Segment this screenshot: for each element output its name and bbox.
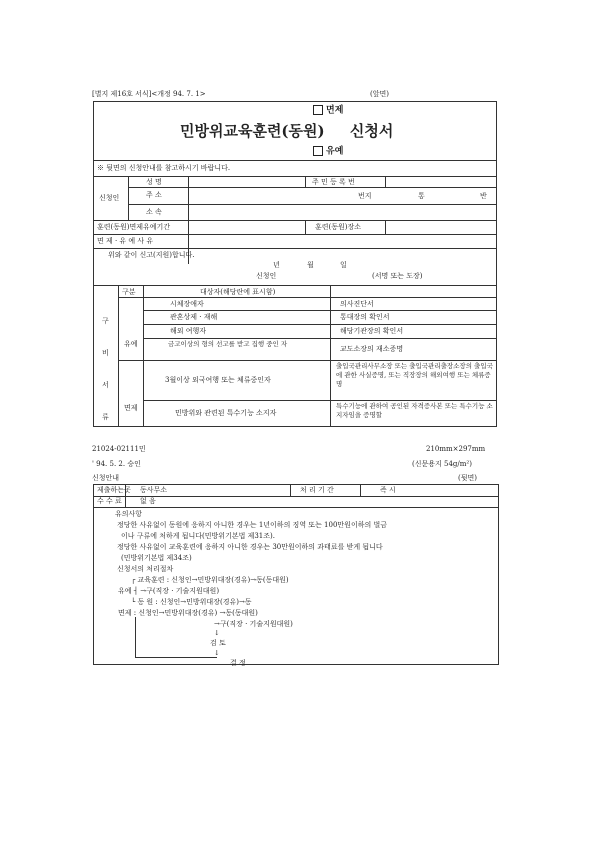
docs-row-target: 민방위와 관련된 특수기능 소지자 (175, 409, 277, 417)
reason-label: 면 제 · 유 예 사 유 (97, 237, 154, 245)
form-number: [별지 제16호 서식]<개정 94. 7. 1> (92, 90, 206, 98)
flow-connector (135, 617, 136, 657)
reason-field[interactable] (190, 235, 495, 247)
docs-row-doc: 출입국관리사무소장 또는 출입국관리출장소장의 출입국에 관한 사실증명, 또는 직장장의 해외여행 또는 체류증명 (336, 362, 493, 388)
process-title: 신청서의 처리절차 (117, 565, 174, 573)
address-unit-tong: 통 (418, 192, 425, 200)
address-label: 주 소 (146, 191, 162, 199)
title-suffix: 신청서 (349, 122, 394, 140)
process-line-2: 유예 ┤ →구(직장 · 기술지원대원) (118, 587, 220, 595)
caution-1b: 이나 구류에 처하게 됩니다(민방위기본법 제31조). (121, 532, 275, 540)
docs-row-doc: 특수기능에 관하여 공인된 자격증사본 또는 특수기능 소지자임을 증명할 (336, 402, 493, 419)
paper-type: (신문용지 54g/m²) (412, 460, 472, 468)
option-defer[interactable] (313, 146, 343, 157)
docs-group-exempt: 면제 (124, 404, 138, 412)
date-year: 년 (273, 261, 280, 269)
caution-2a: 정당한 사유없이 교육훈련에 응하지 아니한 경우는 30만원이하의 과태료를 받게 됩니다 (117, 543, 383, 551)
docs-row-doc: 해당기관장의 확인서 (340, 327, 404, 335)
docs-group-defer: 유예 (124, 340, 138, 348)
submit-value: 동사무소 (140, 486, 168, 494)
docs-row-doc: 교도소장의 재소증명 (340, 345, 404, 353)
docs-vertical-1: 구 (102, 317, 109, 325)
side-label: (앞면) (370, 90, 389, 98)
affiliation-field[interactable] (190, 205, 495, 219)
address-unit-beonji: 번지 (358, 192, 372, 200)
fee-label: 수 수 료 (97, 497, 122, 505)
process-decision: 결 정 (230, 659, 246, 667)
form-code: 21024-02111민 (92, 445, 146, 453)
period-label: 훈련(동원)면제유예기간 (97, 223, 171, 231)
caution-2b: (민방위기본법 제34조) (121, 554, 192, 562)
applicant-sign-label: 신청인 (256, 272, 277, 280)
flow-arrow: ↓ (214, 649, 220, 657)
docs-row-target: 금고이상의 형의 선고를 받고 집행 중인 자 (168, 340, 288, 348)
submit-label: 제출하는곳 (97, 486, 131, 494)
address-unit-ban: 반 (480, 192, 487, 200)
place-label: 훈련(동원)장소 (315, 223, 362, 231)
cautions-title: 유의사항 (115, 510, 143, 518)
process-line-4: 면제 : 신청인→민방위대장(경유) →동(동대원) (118, 609, 258, 617)
processing-label: 처 리 기 간 (300, 486, 334, 494)
docs-row-doc: 통대장의 확인서 (340, 313, 390, 321)
period-field[interactable] (190, 221, 303, 233)
flow-arrow: ↓ (214, 629, 220, 637)
title-main: 민방위교육훈련(동원) (180, 122, 325, 140)
process-review: 검 토 (210, 639, 226, 647)
docs-row-target: 시체장애자 (170, 300, 204, 308)
paper-size: 210mm×297mm (426, 445, 486, 453)
approval-date: ' 94. 5. 2. 승인 (92, 460, 141, 468)
form-title (180, 124, 393, 139)
docs-row-target: 3월이상 외국여행 또는 체류중인자 (165, 376, 271, 384)
docs-vertical-4: 류 (102, 413, 109, 421)
docs-row-target: 관혼상제 · 재해 (170, 313, 218, 321)
sign-hint: (서명 또는 도장) (372, 272, 423, 280)
applicant-group-label: 신청인 (99, 194, 120, 202)
docs-header-target: 대상자(해당란에 표시함) (200, 288, 276, 296)
notice-text: ※ 뒷면의 신청안내를 참고하시기 바랍니다. (97, 164, 231, 172)
back-side-label: (뒷면) (458, 474, 477, 482)
rrn-label: 주 민 등 록 번 (312, 178, 355, 186)
docs-vertical-2: 비 (102, 349, 109, 357)
place-field[interactable] (387, 221, 495, 233)
docs-row-target: 해외 여행자 (170, 327, 207, 335)
exempt-checkbox[interactable] (313, 105, 323, 115)
process-line-5: →구(직장 · 기술지원대원) (214, 620, 293, 628)
process-line-1: ┌ 교육훈련 : 신청인→민방위대장(경유)→동(동대원) (131, 576, 289, 584)
option-exempt[interactable] (313, 105, 343, 116)
docs-vertical-3: 서 (102, 381, 109, 389)
fee-value: 없 음 (140, 497, 156, 505)
docs-row-doc: 의사진단서 (340, 300, 374, 308)
caution-1a: 정당한 사유없이 동원에 응하지 아니한 경우는 1년이하의 징역 또는 100만원이하의 벌금 (117, 521, 387, 529)
name-label: 성 명 (146, 178, 162, 186)
rrn-field[interactable] (387, 177, 495, 186)
defer-label: 유예 (326, 146, 344, 157)
name-field[interactable] (190, 177, 303, 186)
processing-value: 즉 시 (380, 486, 396, 494)
exempt-label: 면제 (326, 105, 344, 116)
docs-header-category: 구분 (122, 288, 136, 296)
address-field[interactable] (190, 188, 495, 203)
date-month: 월 (307, 261, 314, 269)
defer-checkbox[interactable] (313, 146, 323, 156)
declaration-text: 위와 같이 신고(지원)합니다. (108, 251, 195, 259)
process-line-3: └ 동 원 : 신청인→민방위대장(경유)→동 (131, 598, 252, 606)
guide-heading: 신청안내 (92, 474, 120, 482)
affiliation-label: 소 속 (146, 208, 162, 216)
flow-connector (135, 657, 217, 658)
date-day: 일 (340, 261, 347, 269)
